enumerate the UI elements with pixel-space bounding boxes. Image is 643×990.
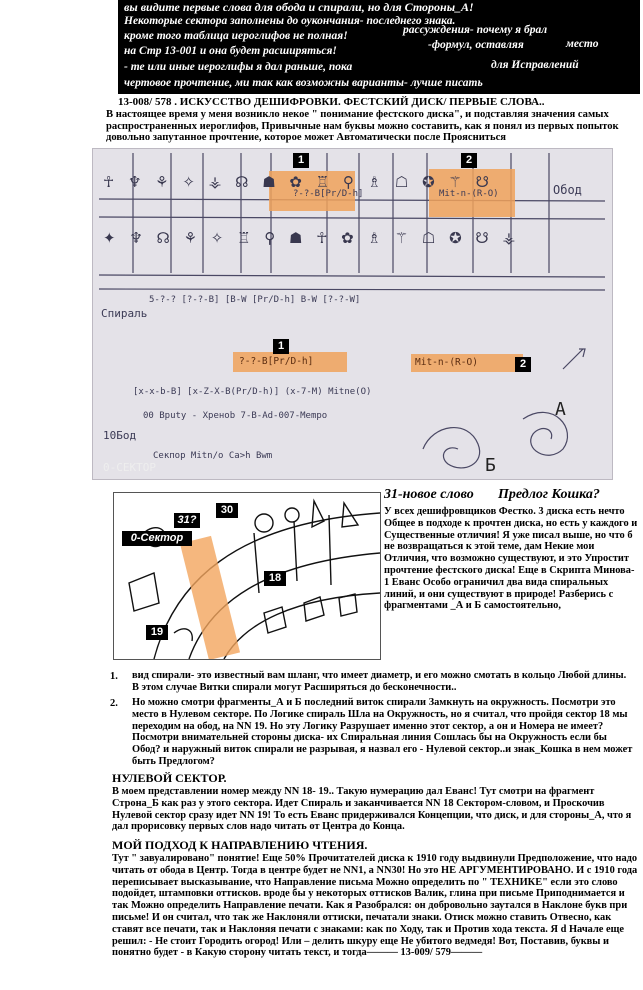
sketch-bigA: А — [555, 399, 566, 420]
disc-num-30: 30 — [216, 503, 238, 518]
zero-sector-text: В моем представлении номер между NN 18- 19.. Такую нумерацию дал Еванс! Тут смотри на фрагмент Строна_Б как раз у этого сектора. Идет Спираль и заканчивается NN 18 Сектором-словом, и Проскочив Нулевой сектор сразу идет NN 19! То есть Еванс придерживался Концепции, что диск, и для стороны_А, что я дал прорисовку первых слов надо читать от Центра до Конца. — [112, 786, 632, 833]
item2-text: Но можно смотри фрагменты_А и Б последний виток спирали Замкнуть на окружность. Посмотри это место в Нулевом секторе. По Логике спираль Шла на Окружность, но я считал, что пройдя сектор 18 мы переходим на обод, на NN 19. Но эту Логику Разрушает именно этот сектор, а он и Номера не имеет? Посмотри внимательней стороны диска- их Спиральная линия Сошлась бы на Окружность если бы Обод? и наружный виток спирали не разрывая, я назвал его - Нулевой сектор..и знак_Кошка в нем может быть Предлогом? — [132, 697, 633, 767]
top-note-line4c: место — [566, 38, 599, 50]
label-1: 1 — [293, 153, 309, 168]
top-note-line1: вы видите первые слова для обода и спирали, но для Стороны_А! — [124, 0, 474, 14]
sketch-word2b: Mit-n-(R-O) — [415, 357, 478, 368]
label-2b: 2 — [515, 357, 531, 372]
approach-title: МОЙ ПОДХОД К НАПРАВЛЕНИЮ ЧТЕНИЯ. — [112, 838, 368, 852]
sketch-bottom: Ceкпop Mitn/o Ca>h Bwm — [153, 451, 273, 461]
sketch-word1: ?-?-B[Pr/D-h] — [293, 189, 364, 199]
page-header: 13-008/ 578 . ИСКУССТВО ДЕШИФРОВКИ. ФЕСТСКИЙ ДИСК/ ПЕРВЫЕ СЛОВА.. — [118, 96, 545, 108]
item2-number: 2. — [110, 698, 118, 709]
disc-zero-sector: 0-Сектор — [122, 531, 192, 546]
disc-fragment — [113, 492, 381, 660]
top-note-line3: кроме того таблица иероглифов не полная! — [124, 30, 348, 42]
sketch-obod: Обод — [553, 183, 582, 197]
sketch-word1b: ?-?-B[Pr/D-h] — [239, 356, 314, 367]
predlog-label: Предлог Кошка? — [498, 487, 600, 502]
top-note-box — [118, 0, 640, 94]
disc-num-31: 31? — [174, 513, 200, 528]
handwritten-sketch — [92, 148, 613, 480]
top-note-line5b: для Исправлений — [491, 59, 579, 71]
new-word-label: 31-новое слово — [384, 487, 474, 502]
label-2: 2 — [461, 153, 477, 168]
label-1b: 1 — [273, 339, 289, 354]
intro-text: В настоящее время у меня возникло некое " понимание фестского диска", и подставляя значения самых распространенных иероглифов, Привычные нам буквы можно составить, как я понял из первых попыток довольно запутанное прочтение, которое может Автоматически после Проясниться — [106, 109, 619, 144]
sketch-word2: Mit-n-(R-O) — [439, 189, 499, 199]
sketch-obod2: 10Бод — [103, 429, 137, 442]
top-note-line4b: -формул, оставляя — [428, 39, 524, 51]
disc-num-18: 18 — [264, 571, 286, 586]
sketch-line-c: 00 Bputy - Xpeнob 7-B-Ad-007-Mempo — [143, 411, 328, 421]
sketch-line-b: [x-x-b-B] [x-Z-X-B(Pr/D-h)] (x-7-M) Mitne(O) — [133, 387, 372, 397]
approach-text: Тут " завуалировано" понятие! Еще 50% Прочитателей диска к 1910 году выдвинули Предположение, что надо читать от обода в Центр. Тогда в центре будет не NN1, а NN30! Но это НЕ АРГУМЕНТИРОВАНО. И с 1910 года переписывает высказывание, что Направление письма Можно определить по " ТЕХНИКЕ" если это слово подойдет, штамповки оттисков. вроде бы у некоторых оттисков Валик, глина при письме Приподнимается и так Можно определить Направление печати. Как я Разобрался: он добровольно заутался в Наклоне букв при письме! И он считал, что так же Наклоняли оттиски, печатали знаки. Отиск можно ставить Отвесно, как ставят все печати, так и Наклоняя печати с знаками: как по Ходу, так и Против хода текста. Я d Начале еще решил: - Не стоит Городить огород! Или – делить шкуру еще Не убитого ведмедя! Вот, Поставив, буквы и понятно будет - в Какую сторону читать текст, и тогда——— 13-009/ 579——— — [112, 853, 638, 959]
side-text: У всех дешифровщиков Фестко. 3 диска есть нечто Общее в подходе к прочтен диска, но есть у каждого и Существенные отличия! Я уже писал выше, но что б не возвращаться к этой теме, дам Некие мои Отличия, что возможно существуют, и это Упростит прочтение фестского диска! Еще в Скрипта Минова- 1 Еванс Особо ограничил два вида спиральных линий, и они существуют в природе! Разберись с фрагментами _А и Б самостоятельно, — [384, 506, 638, 612]
disc-num-19: 19 — [146, 625, 168, 640]
item1-number: 1. — [110, 671, 118, 682]
top-note-line2: Некоторые сектора заполнены до оукончания- последнего знака. — [124, 15, 456, 27]
top-note-line6: чертовое прочтение, ми так как возможны варианты- лучше писать — [124, 77, 483, 89]
zero-sector-title: НУЛЕВОЙ СЕКТОР. — [112, 771, 227, 785]
sketch-line-a: 5-?-? [?-?-B] [B-W [Pr/D-h] B-W [?-?-W] — [149, 295, 361, 305]
glyph-row-2: ✦ ♆ ☊ ⚘ ✧ ♖ ⚲ ☗ ☥ ✿ ♗ ⚚ ☖ ✪ ☋ ⚶ — [103, 231, 521, 247]
sketch-bigB: Б — [485, 455, 496, 476]
glyph-row-1: ☥ ♆ ⚘ ✧ ⚶ ☊ ☗ ✿ ♖ ⚲ ♗ ☖ ✪ ⚚ ☋ — [103, 175, 494, 191]
top-note-line4: на Стр 13-001 и она будет расширяться! — [124, 45, 337, 57]
top-note-line5: - те или иные иероглифы я дал раньше, пока — [124, 61, 353, 73]
item1-text: вид спирали- это известный вам шланг, что имеет диаметр, и его можно смотать в кольцо Любой длины. В этом случае Витки спирали могут Расширяться до бесконечности.. — [132, 670, 627, 693]
sketch-sector: 0-СЕКТОР — [103, 461, 156, 474]
sketch-spiral: Спираль — [101, 307, 148, 320]
top-note-line3b: рассуждения- почему я брал — [403, 24, 548, 36]
